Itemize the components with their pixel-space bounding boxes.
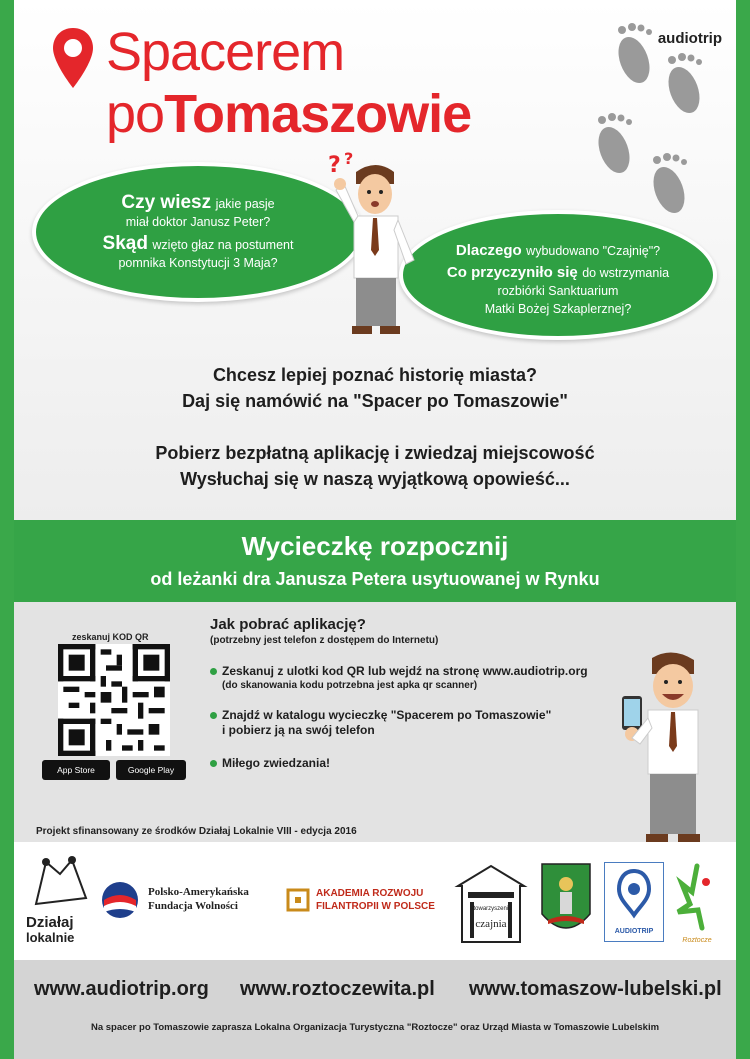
banner-title: Wycieczkę rozpocznij bbox=[241, 531, 509, 561]
bubble-right-q2-rest: do wstrzymania bbox=[582, 266, 670, 280]
dzialaj-line-2: lokalnie bbox=[26, 930, 75, 945]
arfp-logo bbox=[286, 886, 456, 920]
man-with-phone-illustration bbox=[614, 648, 724, 842]
step-2 bbox=[210, 708, 640, 723]
roztocze-logo bbox=[674, 862, 720, 946]
intro-line-1: Chcesz lepiej poznać historię miasta? bbox=[212, 365, 538, 385]
pafw-logo bbox=[100, 880, 270, 926]
qr-label: zeskanuj KOD QR bbox=[72, 632, 149, 642]
dzialaj-lokalnie-logo bbox=[26, 854, 96, 950]
step-1 bbox=[210, 664, 640, 679]
footprints-icon bbox=[574, 20, 724, 220]
banner-subtitle: od leżanki dra Janusza Petera usytuowanej w Rynku bbox=[150, 569, 600, 589]
intro-line-4: Wysłuchaj się w naszą wyjątkową opowieść... bbox=[180, 469, 570, 489]
bubble-right-q2-line3: Matki Bożej Szkaplerznej? bbox=[484, 302, 632, 316]
coat-of-arms-icon bbox=[540, 862, 592, 942]
bubble-right-q1-bold: Dlaczego bbox=[455, 242, 522, 259]
czajnia-logo bbox=[454, 862, 528, 946]
step-2-text-line2: i pobierz ją na swój telefon bbox=[222, 723, 375, 737]
audiotrip-icon bbox=[605, 863, 663, 923]
header-section bbox=[14, 0, 736, 520]
tomaszow-coat-of-arms bbox=[540, 862, 592, 942]
link-audiotrip[interactable]: www.audiotrip.org bbox=[34, 978, 209, 1000]
map-pin-icon bbox=[50, 26, 96, 90]
bubble-left-q2-bold: Skąd bbox=[102, 233, 148, 254]
pafw-line-2: Fundacja Wolności bbox=[148, 900, 238, 912]
bullet-dot bbox=[210, 668, 217, 675]
arfp-icon bbox=[286, 888, 310, 912]
bubble-left-q2-line2: pomnika Konstytucji 3 Maja? bbox=[118, 256, 278, 270]
bubble-left-q1-rest: jakie pasje bbox=[215, 197, 275, 211]
roztocze-text: Roztocze bbox=[682, 937, 712, 944]
roztocze-icon bbox=[674, 862, 720, 932]
intro-line-2: Daj się namówić na "Spacer po Tomaszowie" bbox=[182, 391, 568, 411]
dzialaj-line-1: Działaj bbox=[26, 914, 74, 931]
audiotrip-logo bbox=[604, 862, 664, 942]
intro-line-3: Pobierz bezpłatną aplikację i zwiedzaj miejscowość bbox=[155, 443, 595, 463]
czajnia-line-1: stowarzyszenie bbox=[470, 906, 512, 912]
arfp-line-1: AKADEMIA ROZWOJU bbox=[316, 888, 424, 899]
title-main: Tomaszowie bbox=[164, 84, 472, 144]
thinking-man-illustration bbox=[314, 150, 434, 340]
bubble-left-q1-bold: Czy wiesz bbox=[121, 192, 212, 213]
sponsor-logos bbox=[14, 842, 736, 960]
step-1-note: (do skanowania kodu potrzebna jest apka qr scanner) bbox=[222, 680, 478, 691]
title-line-2 bbox=[106, 84, 471, 144]
app-store-badge[interactable]: App Store bbox=[42, 760, 110, 780]
czajnia-icon bbox=[454, 862, 528, 946]
bubble-left-q1-line2: miał doktor Janusz Peter? bbox=[125, 215, 271, 229]
footer bbox=[14, 960, 736, 1059]
bullet-dot bbox=[210, 760, 217, 767]
brand-name: audiotrip bbox=[657, 30, 722, 47]
funding-note: Projekt sfinansowany ze środków Działaj Lokalnie VIII - edycja 2016 bbox=[36, 826, 357, 837]
bubble-left-q2-rest: wzięto głaz na postument bbox=[152, 238, 294, 252]
download-section bbox=[14, 602, 736, 842]
step-3 bbox=[210, 756, 640, 771]
title-line-1: Spacerem bbox=[106, 22, 345, 82]
google-play-badge[interactable]: Google Play bbox=[116, 760, 186, 780]
link-tomaszow-lubelski[interactable]: www.tomaszow-lubelski.pl bbox=[469, 978, 722, 1000]
svg-text:?: ? bbox=[344, 150, 354, 168]
bullet-dot bbox=[210, 712, 217, 719]
start-banner bbox=[14, 520, 736, 602]
qr-code[interactable] bbox=[58, 644, 170, 756]
pafw-line-1: Polsko-Amerykańska bbox=[148, 886, 249, 898]
title-prefix: po bbox=[106, 84, 165, 144]
svg-text:?: ? bbox=[328, 153, 341, 178]
download-title: Jak pobrać aplikację? bbox=[210, 616, 366, 633]
arfp-line-2: FILANTROPII W POLSCE bbox=[316, 901, 435, 912]
link-roztoczewita[interactable]: www.roztoczewita.pl bbox=[240, 978, 435, 1000]
intro-block-1 bbox=[14, 362, 736, 414]
bubble-right-q2-line2: rozbiórki Sanktuarium bbox=[497, 284, 619, 298]
pafw-icon bbox=[100, 880, 140, 920]
download-note: (potrzebny jest telefon z dostępem do Internetu) bbox=[210, 635, 439, 646]
czajnia-line-2: czajnia bbox=[475, 918, 507, 930]
step-3-text: Miłego zwiedzania! bbox=[222, 756, 331, 770]
bubble-right-q1-rest: wybudowano "Czajnię"? bbox=[526, 244, 661, 258]
step-1-text: Zeskanuj z ulotki kod QR lub wejdź na stronę www.audiotrip.org bbox=[222, 664, 588, 678]
step-2-text: Znajdź w katalogu wycieczkę "Spacerem po Tomaszowie" bbox=[222, 708, 552, 722]
audiotrip-logo-text: AUDIOTRIP bbox=[614, 928, 654, 935]
download-instructions bbox=[210, 616, 640, 771]
intro-block-2 bbox=[14, 440, 736, 492]
bubble-right-q2-bold: Co przyczyniło się bbox=[446, 264, 578, 281]
footer-note: Na spacer po Tomaszowie zaprasza Lokalna Organizacja Turystyczna "Roztocze" oraz Urząd Miasta w Tomaszowie Lubelskim bbox=[90, 1022, 660, 1033]
dzialaj-lokalnie-icon bbox=[26, 854, 96, 910]
poster bbox=[14, 0, 736, 1059]
question-bubble-right bbox=[399, 210, 717, 340]
